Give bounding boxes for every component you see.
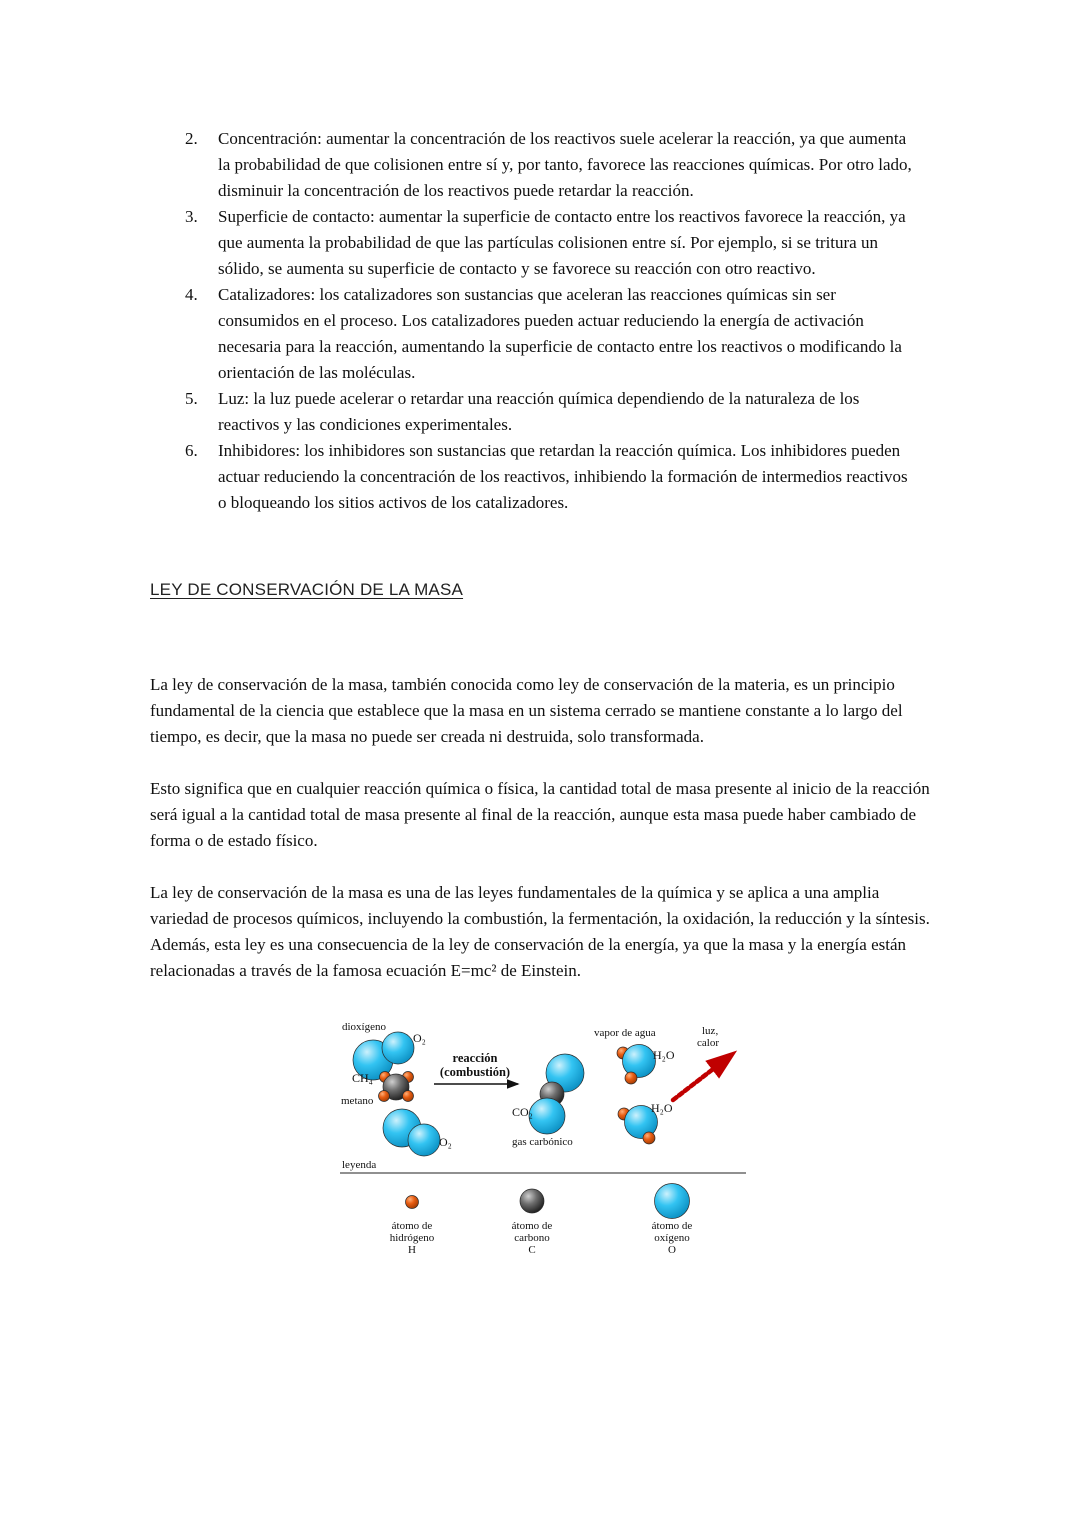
oxygen-atom (623, 1045, 656, 1078)
h2o-formula-bottom: H₂O (651, 1101, 673, 1115)
light-label: luz, (702, 1025, 719, 1037)
list-item-number: 2. (185, 129, 198, 148)
reaction-label: reacción (452, 1051, 498, 1065)
list-item-text: Superficie de contacto: aumentar la superficie de contacto entre los reactivos favorece la reacción, ya que aumenta la probabilidad de que las partículas colisionen entre sí. Por ejemplo, si se tritura un sólido, se aumenta su superficie de contacto y se favorece su reacción con otro reactivo. (218, 207, 906, 278)
legend-oxygen-symbol: O (668, 1244, 676, 1256)
legend-hydrogen-symbol: H (408, 1244, 416, 1256)
list-item-number: 4. (185, 285, 198, 304)
o2-formula-bottom: O₂ (439, 1135, 452, 1149)
ch4-formula: CH₄ (352, 1071, 373, 1085)
co2-molecule (529, 1054, 584, 1134)
list-item-number: 6. (185, 441, 198, 460)
o2-formula-top: O₂ (413, 1031, 426, 1045)
list-item (185, 386, 930, 438)
legend-oxygen-line1: átomo de (651, 1220, 693, 1232)
hydrogen-atom (379, 1091, 390, 1102)
list-item-number: 5. (185, 389, 198, 408)
list-item-text: Catalizadores: los catalizadores son sustancias que aceleran las reacciones químicas sin ser consumidos en el proceso. Los catalizadores pueden actuar reduciendo la energía de activación necesaria para la reacción, aumentando la superficie de contacto entre los reactivos o modificando la orientación de las moléculas. (218, 285, 902, 382)
paragraph: Esto significa que en cualquier reacción química o física, la cantidad total de masa presente al inicio de la reacción será igual a la cantidad total de masa presente al final de la reacción, aunque esta masa puede haber cambiado de forma o de estado físico. (150, 779, 930, 850)
factors-list (185, 126, 930, 516)
water-vapor-label: vapor de agua (594, 1027, 656, 1039)
carbon-gas-label: gas carbónico (512, 1136, 573, 1148)
ch4-molecule (379, 1072, 414, 1102)
legend-oxygen-atom (655, 1184, 690, 1219)
heat-label: calor (697, 1037, 719, 1049)
legend-carbon-atom (520, 1189, 544, 1213)
paragraph: La ley de conservación de la masa, también conocida como ley de conservación de la materia, es un principio fundamental de la ciencia que establece que la masa en un sistema cerrado se mantiene constante a lo largo del tiempo, es decir, que la masa no puede ser creada ni destruida, solo transformada. (150, 675, 903, 746)
hydrogen-atom (643, 1132, 655, 1144)
hydrogen-atom (625, 1072, 637, 1084)
list-item (185, 282, 930, 386)
list-item (185, 438, 930, 516)
hydrogen-atom (403, 1091, 414, 1102)
section-heading (150, 580, 930, 600)
oxygen-atom (529, 1098, 565, 1134)
combustion-diagram (340, 1016, 752, 1268)
legend-oxygen-line2: oxígeno (654, 1232, 690, 1244)
legend-carbon-symbol: C (528, 1244, 536, 1256)
list-item-number: 3. (185, 207, 198, 226)
paragraph: La ley de conservación de la masa es una de las leyes fundamentales de la química y se aplica a una amplia variedad de procesos químicos, incluyendo la combustión, la fermentación, la oxidación, la reducción y la síntesis. Además, esta ley es una consecuencia de la ley de conservación de la energía, ya que la masa y la energía están relacionadas a través de la famosa ecuación E=mc² de Einstein. (150, 883, 930, 980)
h2o-formula-top: H₂O (653, 1048, 675, 1062)
legend-carbon-line2: carbono (514, 1232, 550, 1244)
list-item (185, 126, 930, 204)
combustion-label: (combustión) (439, 1065, 511, 1079)
legend-hydrogen-line2: hidrógeno (389, 1232, 435, 1244)
section-heading-text: LEY DE CONSERVACIÓN DE LA MASA (150, 580, 464, 599)
legend-carbon-line1: átomo de (511, 1220, 553, 1232)
list-item-text: Inhibidores: los inhibidores son sustancias que retardan la reacción química. Los inhibidores pueden actuar reduciendo la concentración de los reactivos, inhibiendo la formación de intermedios reactivos o bloqueando los sitios activos de los catalizadores. (218, 441, 908, 512)
list-item-text: Concentración: aumentar la concentración de los reactivos suele acelerar la reacción, ya que aumenta la probabilidad de que colisionen entre sí y, por tanto, favorece las reacciones químicas. Por otro lado, disminuir la concentración de los reactivos puede retardar la reacción. (218, 129, 912, 200)
oxygen-atom (382, 1032, 414, 1064)
list-item (185, 204, 930, 282)
dioxygen-label: dioxígeno (342, 1021, 386, 1033)
combustion-diagram-container (340, 1016, 752, 1273)
h2o-molecule-top (617, 1045, 656, 1085)
oxygen-atom (408, 1124, 440, 1156)
o2-molecule-bottom (383, 1109, 440, 1156)
legend-hydrogen-line1: átomo de (391, 1220, 433, 1232)
legend-hydrogen-atom (406, 1196, 419, 1209)
legend-label: leyenda (342, 1159, 377, 1171)
co2-formula: CO₂ (512, 1105, 533, 1119)
list-item-text: Luz: la luz puede acelerar o retardar una reacción química dependiendo de la naturaleza de los reactivos y las condiciones experimentales. (218, 389, 860, 434)
methane-label: metano (341, 1095, 374, 1107)
heat-arrow (673, 1056, 730, 1100)
